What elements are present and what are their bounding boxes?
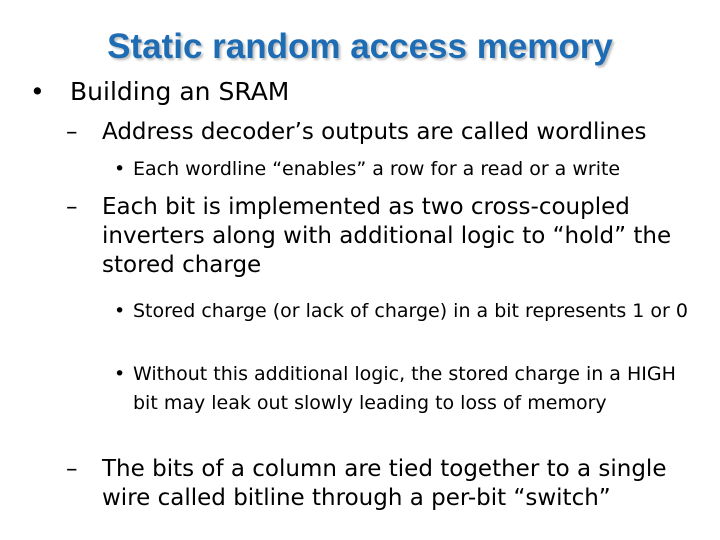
detail-leak-out: [114, 360, 680, 418]
subbullet-text: Address decoder’s outputs are called wordlines: [102, 119, 647, 145]
bullet-building-sram: [30, 76, 289, 108]
bullet-mark: •: [114, 300, 126, 322]
subbullet-text: The bits of a column are tied together to a single wire called bitline through a per-bit “switch”: [102, 456, 667, 511]
bullet-mark: •: [30, 77, 45, 106]
slide-title: Static random access memory: [107, 27, 613, 66]
detail-text: Without this additional logic, the stored charge in a HIGH bit may leak out slowly leading to loss of memory: [133, 363, 676, 414]
bullet-mark: •: [114, 363, 126, 385]
dash-mark: –: [66, 119, 78, 145]
subbullet-wordlines: [66, 118, 716, 147]
bullet-text: Building an SRAM: [70, 77, 290, 106]
detail-wordline-enables: [114, 155, 704, 184]
detail-stored-charge: [114, 297, 708, 326]
subbullet-bitline: [66, 455, 714, 513]
dash-mark: –: [66, 456, 78, 482]
dash-mark: –: [66, 194, 78, 220]
detail-text: Stored charge (or lack of charge) in a bit represents 1 or 0: [133, 300, 688, 322]
bullet-mark: •: [114, 158, 126, 180]
subbullet-text: Each bit is implemented as two cross-coupled inverters along with additional logic to “hold” the stored charge: [102, 194, 672, 278]
subbullet-cross-coupled-inverters: [66, 193, 710, 280]
detail-text: Each wordline “enables” a row for a read or a write: [133, 158, 621, 180]
